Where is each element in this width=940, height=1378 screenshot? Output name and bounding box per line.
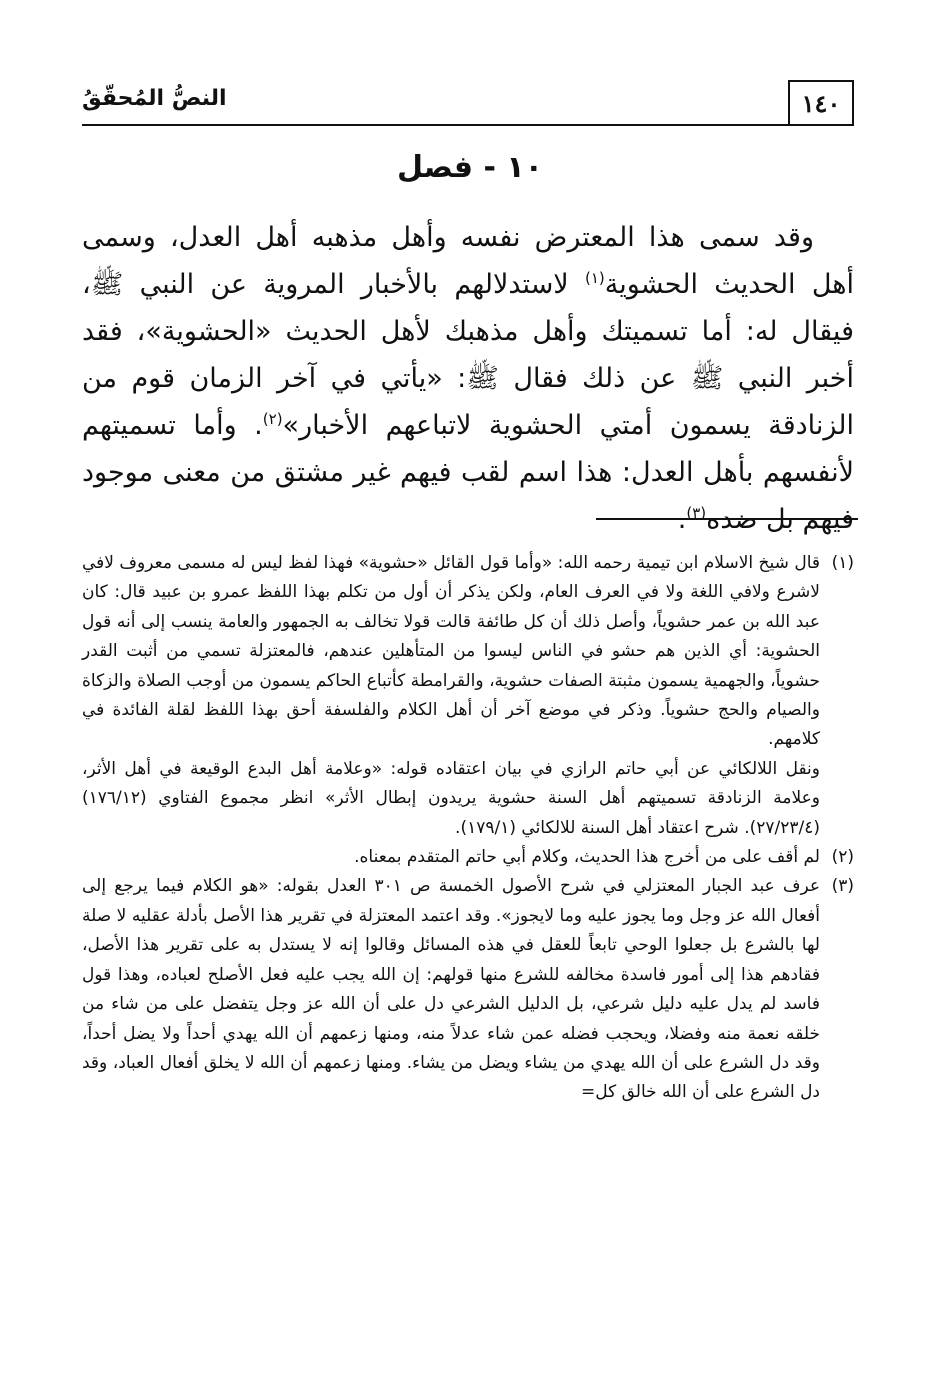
header-rule — [82, 124, 854, 126]
page-header — [82, 80, 854, 126]
page-number: ١٤٠ — [788, 80, 854, 124]
footnote-1-number: (١) — [831, 553, 854, 573]
footnote-1-continuation: ونقل اللالكائي عن أبي حاتم الرازي في بيان اعتقاده قوله: «وعلامة أهل البدع الوقيعة في أهل الأثر، وعلامة الزنادقة تسميتهم أهل السنة حشوية يريدون إبطال الأثر» انظر مجموع الفتاوي (١٧٦/١٢) (٢٧/٢٣/٤). شرح اعتقاد أهل السنة للالكائي (١٧٩/١). — [82, 758, 820, 838]
main-paragraph — [82, 214, 854, 543]
footnote-2-number: (٢) — [831, 847, 854, 868]
main-text-part-4: . — [677, 504, 687, 535]
footnote-3-number: (٣) — [831, 876, 854, 897]
main-text-part-1: وقد سمى هذا المعترض نفسه وأهل مذهبه أهل العدل، وسمى أهل الحديث الحشوية — [82, 222, 855, 300]
footnote-ref-2: (٢) — [262, 410, 283, 428]
footnotes — [82, 549, 854, 1108]
footnote-2 — [82, 843, 854, 872]
footnote-3-text: عرف عبد الجبار المعتزلي في شرح الأصول الخمسة ص ٣٠١ العدل بقوله: «هو الكلام فيما يرجع إلى أفعال الله عز وجل وما يجوز عليه وما لايجوز». وقد اعتمد المعتزلة في تقرير هذا الأصل بأدلة عقليه لا صلة لها بالشرع بل جعلوا الوحي تابعاً للعقل في هذه المسائل وقالوا إنه لا يستدل به على تقرير هذا الأصل، فقادهم هذا إلى أمور فاسدة مخالفه للشرع منها قولهم: إن الله يجب عليه فعل الأصلح لعباده، وهذا قول فاسد لم يدل عليه دليل شرعي، بل الدليل الشرعي دل على أن الله عز وجل يتفضل على من شاء من خلقه نعمة منه وفضلا، ويحجب فضله عمن شاء عدلاً منه، ومنها زعمهم أن الله يهدي أحداً ولا يضل أحداً، وقد دل الشرع على أن الله يهدي من يشاء ويضل من يشاء. ومنها زعمهم أن الله لا يخلق أفعال العباد، وقد دل الشرع على أن الله خالق كل= — [82, 876, 820, 1103]
footnote-1-text: قال شيخ الاسلام ابن تيمية رحمه الله: «وأما قول القائل «حشوية» فهذا لفظ ليس له مسمى معروف لافي لاشرع ولافي اللغة ولا في العرف العام، ولكن يذكر أن أول من تكلم بهذا اللفظ عمرو بن عبيد قال: كان عبد الله بن عمر حشوياً، وأصل ذلك أن كل طائفة قالت قولا تخالف به الجمهور والعامة ينسب إلى أنه قول الحشوية: أي الذين هم حشو في الناس ليسوا من المتأهلين عندهم، فالمعتزلة تسمي من أثبت القدر حشوياً، والجهمية يسمون مثبتة الصفات حشوية، والقرامطة كأتباع الحاكم يسمون من أوجب الصلاة والزكاة والصيام والحج حشوياً. وذكر في موضع آخر أن أهل الكلام والفلسفة أحق بهذا اللفظ لقلة الفائدة في كلامهم. — [82, 553, 820, 750]
footnote-ref-1: (١) — [584, 269, 605, 287]
main-text-part-2: لاستدلالهم بالأخبار المروية عن النبي ﷺ، فيقال له: أما تسميتك وأهل مذهبك لأهل الحديث «الحشوية»، فقد أخبر النبي ﷺ عن ذلك فقال ﷺ: «يأتي في آخر الزمان قوم من الزنادقة يسمون أمتي الحشوية لاتباعهم الأخبار» — [82, 269, 854, 441]
running-title: النصُّ المُحقّقُ — [82, 86, 227, 111]
footnote-2-text: لم أقف على من أخرج هذا الحديث، وكلام أبي حاتم المتقدم بمعناه. — [354, 847, 820, 868]
section-title: ١٠ - فصل — [397, 150, 543, 185]
main-text — [82, 214, 854, 543]
footnote-ref-3: (٣) — [686, 504, 707, 522]
footnote-3 — [82, 872, 854, 1107]
main-text-part-3: . وأما تسميتهم لأنفسهم بأهل العدل: هذا اسم لقب فيهم غير مشتق من معنى موجود فيهم بل ضده — [82, 410, 854, 535]
footnote-separator — [596, 518, 858, 520]
footnote-1 — [82, 549, 854, 755]
